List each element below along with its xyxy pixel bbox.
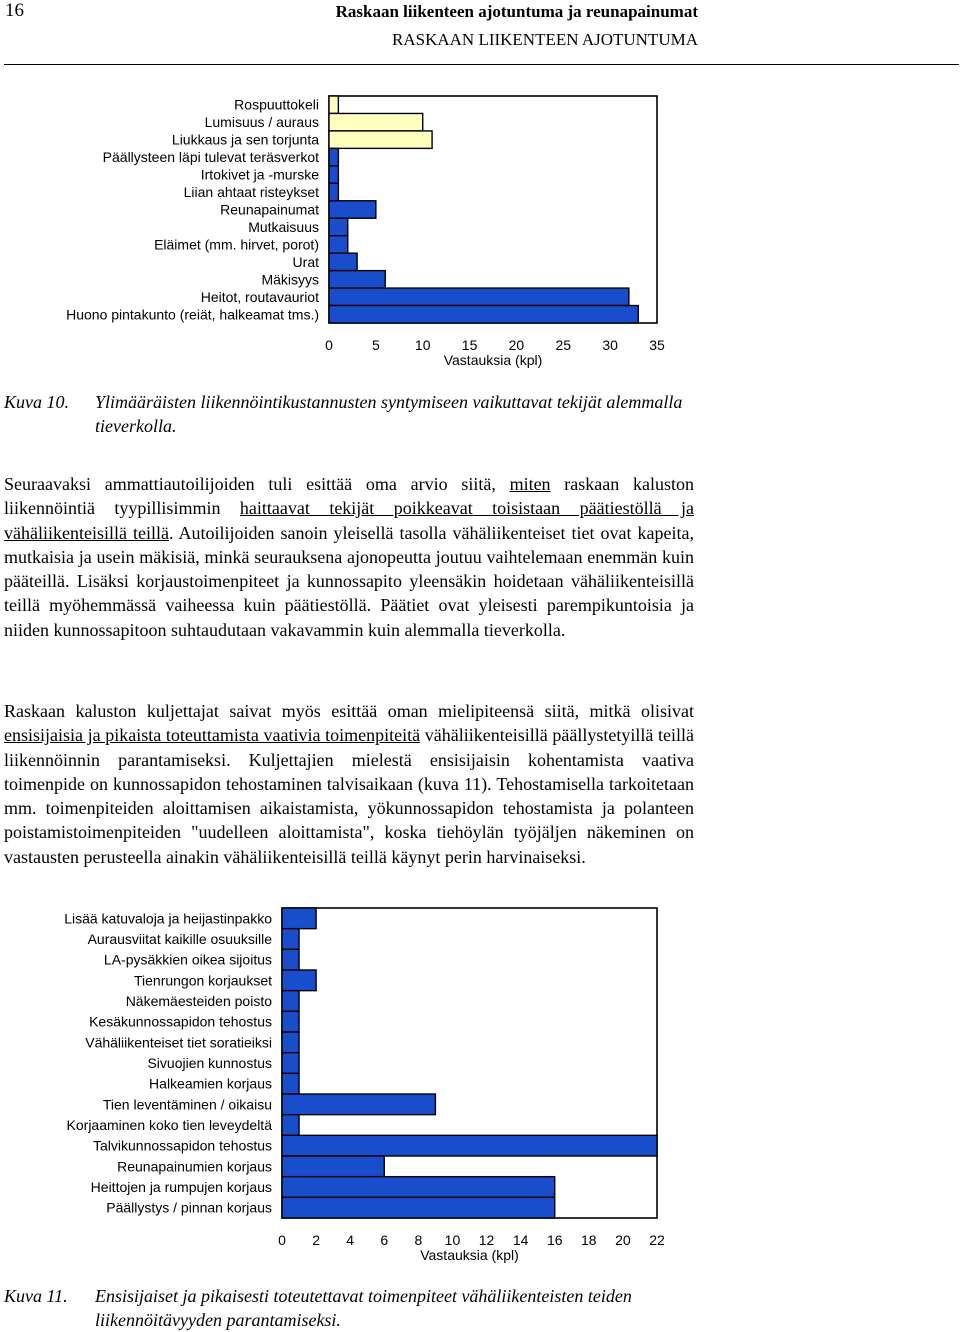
bar [282,970,316,991]
bar [282,1156,384,1177]
paragraph-text: Raskaan kaluston kuljettajat saivat myös esittää oman mielipiteensä siitä, mitkä olisivat [4,701,694,721]
bar [282,949,299,970]
tick-label: 14 [512,1232,529,1248]
bar [329,183,338,200]
tick-label: 4 [346,1232,355,1248]
category-label: Vähäliikenteiset tiet soratieiksi [85,1034,272,1051]
category-label: Reunapainumat [220,201,319,218]
bar [282,991,299,1012]
paragraph-text: raskaan kaluston liikennöintiä tyypillisimmin [4,474,695,519]
category-label: Sivuojien kunnostus [147,1055,272,1071]
bar [282,1094,435,1115]
tick-label: 22 [649,1232,665,1248]
tick-label: 20 [615,1232,631,1248]
bar [282,1115,299,1136]
bar [329,253,357,270]
caption-text: Ensisijaiset ja pikaisesti toteutettavat toimenpiteet vähäliikenteisten teiden liikennöitävyyden parantamiseksi. [95,1286,632,1330]
tick-label: 2 [312,1232,320,1248]
tick-label: 35 [649,337,665,353]
category-label: Lisää katuvaloja ja heijastinpakko [64,910,272,927]
bar [329,201,376,218]
figure-caption-11 [4,1284,704,1332]
running-header-title: Raskaan liikenteen ajotuntuma ja reunapainumat [335,2,698,21]
bar [329,96,338,113]
paragraph-text: . Autoilijoiden sanoin yleisellä tasolla vähäliikenteiset tiet ovat kapeita, mutkaisia ja usein mäkisiä, minkä seurauksena ajonopeutta joutuu vaihtelemaan enemmän kuin pääteillä. Lisäksi korjaustoimenpiteet ja kunnossapito yleensäkin hoidetaan vähäliikenteisillä teillä myöhemmässä vaiheessa kuin päätiestöllä. Päätiet ovat yleisesti parempikuntoisia ja niiden kunnossapitoon suhtaudutaan vakavammin kuin alemmalla tieverkolla. [4,522,694,640]
body-paragraph-2 [4,699,694,869]
bar [329,113,423,130]
axis-title: Vastauksia (kpl) [443,352,543,368]
category-label: Heitot, routavauriot [200,288,319,305]
tick-label: 30 [602,337,618,353]
bar [282,1053,299,1074]
emphasis-text: miten [509,474,551,494]
category-label: Halkeamien korjaus [149,1075,272,1092]
tick-label: 20 [508,337,525,353]
bar-chart-10 [0,80,700,380]
bar [329,131,432,148]
bar [329,218,348,235]
figure-caption-10 [4,390,704,440]
bar [282,1032,299,1053]
category-label: Päällysteen läpi tulevat teräsverkot [102,149,319,166]
category-label: Korjaaminen koko tien leveydeltä [66,1117,272,1133]
body-paragraph-1 [4,472,694,642]
category-label: LA-pysäkkien oikea sijoitus [103,951,272,968]
tick-label: 16 [546,1232,563,1248]
category-label: Liukkaus ja sen torjunta [171,131,319,148]
category-label: Mäkisyys [261,271,319,288]
bar [329,166,338,183]
emphasis-text: haittaavat tekijät poikkeavat toisistaan päätiestöllä ja vähäliikenteisillä teillä [4,498,695,543]
chart-figure-10 [0,80,700,380]
bar-chart-11 [0,898,700,1268]
category-label: Heittojen ja rumpujen korjaus [90,1179,272,1195]
tick-label: 18 [581,1232,597,1248]
header-rule [4,64,959,65]
category-label: Mutkaisuus [248,218,319,235]
category-label: Reunapainumien korjaus [117,1158,272,1175]
category-label: Tienrungon korjaukset [133,972,272,989]
category-label: Eläimet (mm. hirvet, porot) [154,236,319,253]
tick-label: 12 [478,1232,495,1248]
category-label: Päällystys / pinnan korjaus [106,1199,272,1216]
category-label: Lumisuus / auraus [204,114,319,131]
bar [282,1135,657,1156]
bar [282,908,316,929]
category-label: Urat [292,253,319,270]
category-label: Talvikunnossapidon tehostus [92,1137,272,1154]
bar [282,1177,555,1198]
tick-label: 10 [414,337,431,353]
category-label: Huono pintakunto (reiät, halkeamat tms.) [66,306,319,323]
tick-label: 10 [444,1232,461,1248]
bar [329,236,348,253]
category-label: Irtokivet ja -murske [200,166,319,183]
caption-text: Ylimääräisten liikennöintikustannusten syntymiseen vaikuttavat tekijät alemmalla tieverkolla. [95,392,683,436]
tick-label: 0 [278,1232,286,1248]
bar [329,306,638,323]
caption-label: Kuva 10. [4,392,69,412]
paragraph-text: Seuraavaksi ammattiautoilijoiden tuli esittää oma arvio siitä, [4,474,510,494]
paragraph-text: vähäliikenteisillä päällystetyillä teillä liikennöinnin parantamiseksi. Kuljettajien mielestä ensisijaisin kohentamista vaativa toimenpide on kunnossapidon tehostaminen talvisaikaan (kuva 11). Tehostamisella tarkoitetaan mm. toimenpiteiden aloittamisen aikaistamista, yökunnossapidon tehostamista ja polanteen poistamistoimenpiteiden "uudelleen aloittamista", koska tiehöylän työjäljen näkeminen on vastausten perusteella ainakin vähäliikenteisillä teillä käynyt perin harvinaiseksi. [4,725,694,867]
tick-label: 0 [325,337,333,353]
category-label: Näkemäesteiden poisto [125,993,272,1009]
category-label: Tien leventäminen / oikaisu [102,1096,272,1113]
bar [329,288,629,305]
emphasis-text: ensisijaisia ja pikaista toteuttamista vaativia toimenpiteitä [4,725,421,746]
caption-label: Kuva 11. [4,1286,68,1306]
tick-label: 15 [461,337,478,353]
bar [282,929,299,950]
bar [329,148,338,165]
tick-label: 5 [371,337,380,353]
bar [329,271,385,288]
tick-label: 25 [555,337,572,353]
category-label: Aurausviitat kaikille osuuksille [87,931,272,947]
tick-label: 8 [414,1232,423,1248]
category-label: Liian ahtaat risteykset [183,184,319,201]
axis-title: Vastauksia (kpl) [420,1247,519,1263]
bar [282,1197,555,1218]
tick-label: 6 [380,1232,389,1248]
page-number: 16 [5,0,24,21]
running-header-subtitle: RASKAAN LIIKENTEEN AJOTUNTUMA [392,30,698,49]
bar [282,1073,299,1094]
category-label: Rospuuttokeli [234,96,319,113]
bar [282,1011,299,1032]
category-label: Kesäkunnossapidon tehostus [89,1013,272,1030]
chart-figure-11 [0,898,700,1268]
